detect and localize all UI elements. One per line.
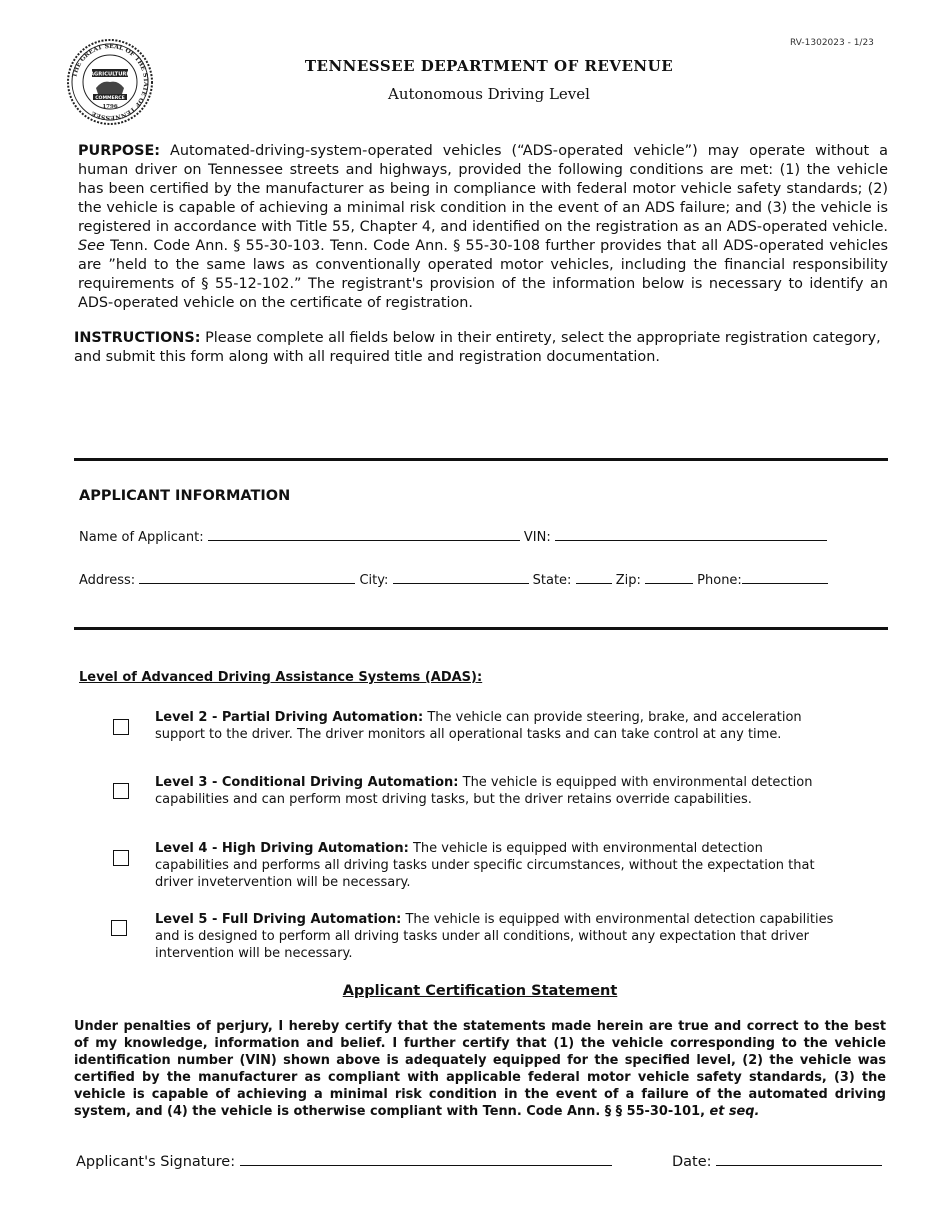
applicant-row-1 (79, 528, 827, 545)
state-label: State: (532, 573, 572, 588)
vin-label: VIN: (523, 530, 551, 545)
applicant-signature-field[interactable] (240, 1151, 612, 1166)
applicant-row-2 (79, 571, 828, 588)
vin-field[interactable] (555, 528, 827, 541)
adas-heading: Level of Advanced Driving Assistance Systems (ADAS): (79, 670, 483, 685)
date-row (672, 1151, 882, 1170)
purpose-see: See (78, 238, 105, 254)
seal-commerce-text: COMMERCE (95, 96, 125, 101)
date-field[interactable] (716, 1151, 882, 1166)
certification-statement (74, 1018, 886, 1120)
level-2-description (155, 709, 821, 743)
purpose-text-2: Tenn. Code Ann. § 55-30-103. Tenn. Code Ann. § 55-30-108 further provides that all ADS-operated vehicles are ”held to the same laws as conventionally operated motor vehicles, including the financial responsibility requirements of § 55-12-102.” The registrant's provision of the information below is necessary to identify an ADS-operated vehicle on the certificate of registration. (78, 238, 889, 311)
phone-label: Phone: (697, 573, 742, 588)
level-3-checkbox[interactable] (113, 783, 129, 799)
state-seal-icon (66, 38, 154, 126)
level-3-description (155, 774, 821, 808)
signature-row (76, 1151, 612, 1170)
instructions-label: INSTRUCTIONS: (74, 330, 201, 346)
level-2-checkbox[interactable] (113, 719, 129, 735)
zip-label: Zip: (615, 573, 641, 588)
certification-et-seq: et seq. (709, 1104, 760, 1119)
form-title: Autonomous Driving Level (388, 85, 590, 103)
city-label: City: (359, 573, 389, 588)
name-label: Name of Applicant: (79, 530, 204, 545)
state-field[interactable] (576, 571, 612, 584)
level-3-text: The vehicle is equipped with environmental detection capabilities and can perform most driving tasks, but the driver retains override capabilities. (155, 775, 813, 807)
purpose-text-1: Automated-driving-system-operated vehicles (“ADS-operated vehicle”) may operate without a human driver on Tennessee streets and highways, provided the following conditions are met: (1) the vehicle has been certified by the manufacturer as being in compliance with federal motor vehicle safety standards; (2) the vehicle is capable of achieving a minimal risk condition in the event of an ADS failure; and (3) the vehicle is registered in accordance with Title 55, Chapter 4, and identified on the registration as an ADS-operated vehicle. (78, 143, 888, 235)
address-field[interactable] (139, 571, 355, 584)
certification-heading: Applicant Certification Statement (342, 983, 618, 999)
address-label: Address: (79, 573, 136, 588)
seal-agriculture-text: AGRICULTURE (90, 71, 130, 78)
certification-text: Under penalties of perjury, I hereby certify that the statements made herein are true and correct to the best of my knowledge, information and belief. I further certify that (1) the vehicle corresponding to the vehicle identification number (VIN) shown above is adequately equipped for the specified level, (2) the vehicle was certified by the manufacturer as compliant with applicable federal motor vehicle safety standards, (3) the vehicle is capable of achieving a minimal risk condition in the event of a failure of the automated driving system, and (4) the vehicle is otherwise compliant with Tenn. Code Ann. § § 55-30-101, (74, 1019, 886, 1119)
level-3-title: Level 3 - Conditional Driving Automation: (155, 775, 459, 790)
level-4-description (155, 840, 821, 891)
level-2-title: Level 2 - Partial Driving Automation: (155, 710, 424, 725)
department-title: TENNESSEE DEPARTMENT OF REVENUE (304, 57, 674, 75)
signature-label: Applicant's Signature: (76, 1154, 236, 1170)
purpose-paragraph (78, 142, 888, 313)
level-4-title: Level 4 - High Driving Automation: (155, 841, 409, 856)
level-4-checkbox[interactable] (113, 850, 129, 866)
level-5-text: The vehicle is equipped with environmental detection capabilities and is designed to perform all driving tasks under all conditions, without any expectation that driver intervention will be necessary. (155, 912, 834, 961)
applicant-information-heading: APPLICANT INFORMATION (79, 488, 291, 504)
instructions-paragraph (74, 329, 888, 367)
level-4-text: The vehicle is equipped with environmental detection capabilities and performs all driving tasks under specific circumstances, without the expectation that driver invetervention will be necessary. (155, 841, 815, 890)
phone-field[interactable] (742, 571, 828, 584)
instructions-text: Please complete all fields below in their entirety, select the appropriate registration category, and submit this form along with all required title and registration documentation. (74, 330, 881, 365)
form-number: RV-1302023 - 1/23 (790, 38, 874, 48)
seal-ring-text: THE GREAT SEAL OF THE STATE OF TENNESSEE (71, 42, 150, 122)
level-5-checkbox[interactable] (111, 920, 127, 936)
name-of-applicant-field[interactable] (208, 528, 520, 541)
level-2-text: The vehicle can provide steering, brake, and acceleration support to the driver. The driver monitors all operational tasks and can take control at any time. (155, 710, 802, 742)
purpose-label: PURPOSE: (78, 143, 161, 159)
zip-field[interactable] (645, 571, 693, 584)
level-5-description (155, 911, 849, 962)
date-label: Date: (672, 1154, 712, 1170)
section-divider (74, 627, 888, 630)
city-field[interactable] (393, 571, 529, 584)
seal-year-text: 1796 (102, 104, 118, 110)
section-divider (74, 458, 888, 461)
level-5-title: Level 5 - Full Driving Automation: (155, 912, 402, 927)
